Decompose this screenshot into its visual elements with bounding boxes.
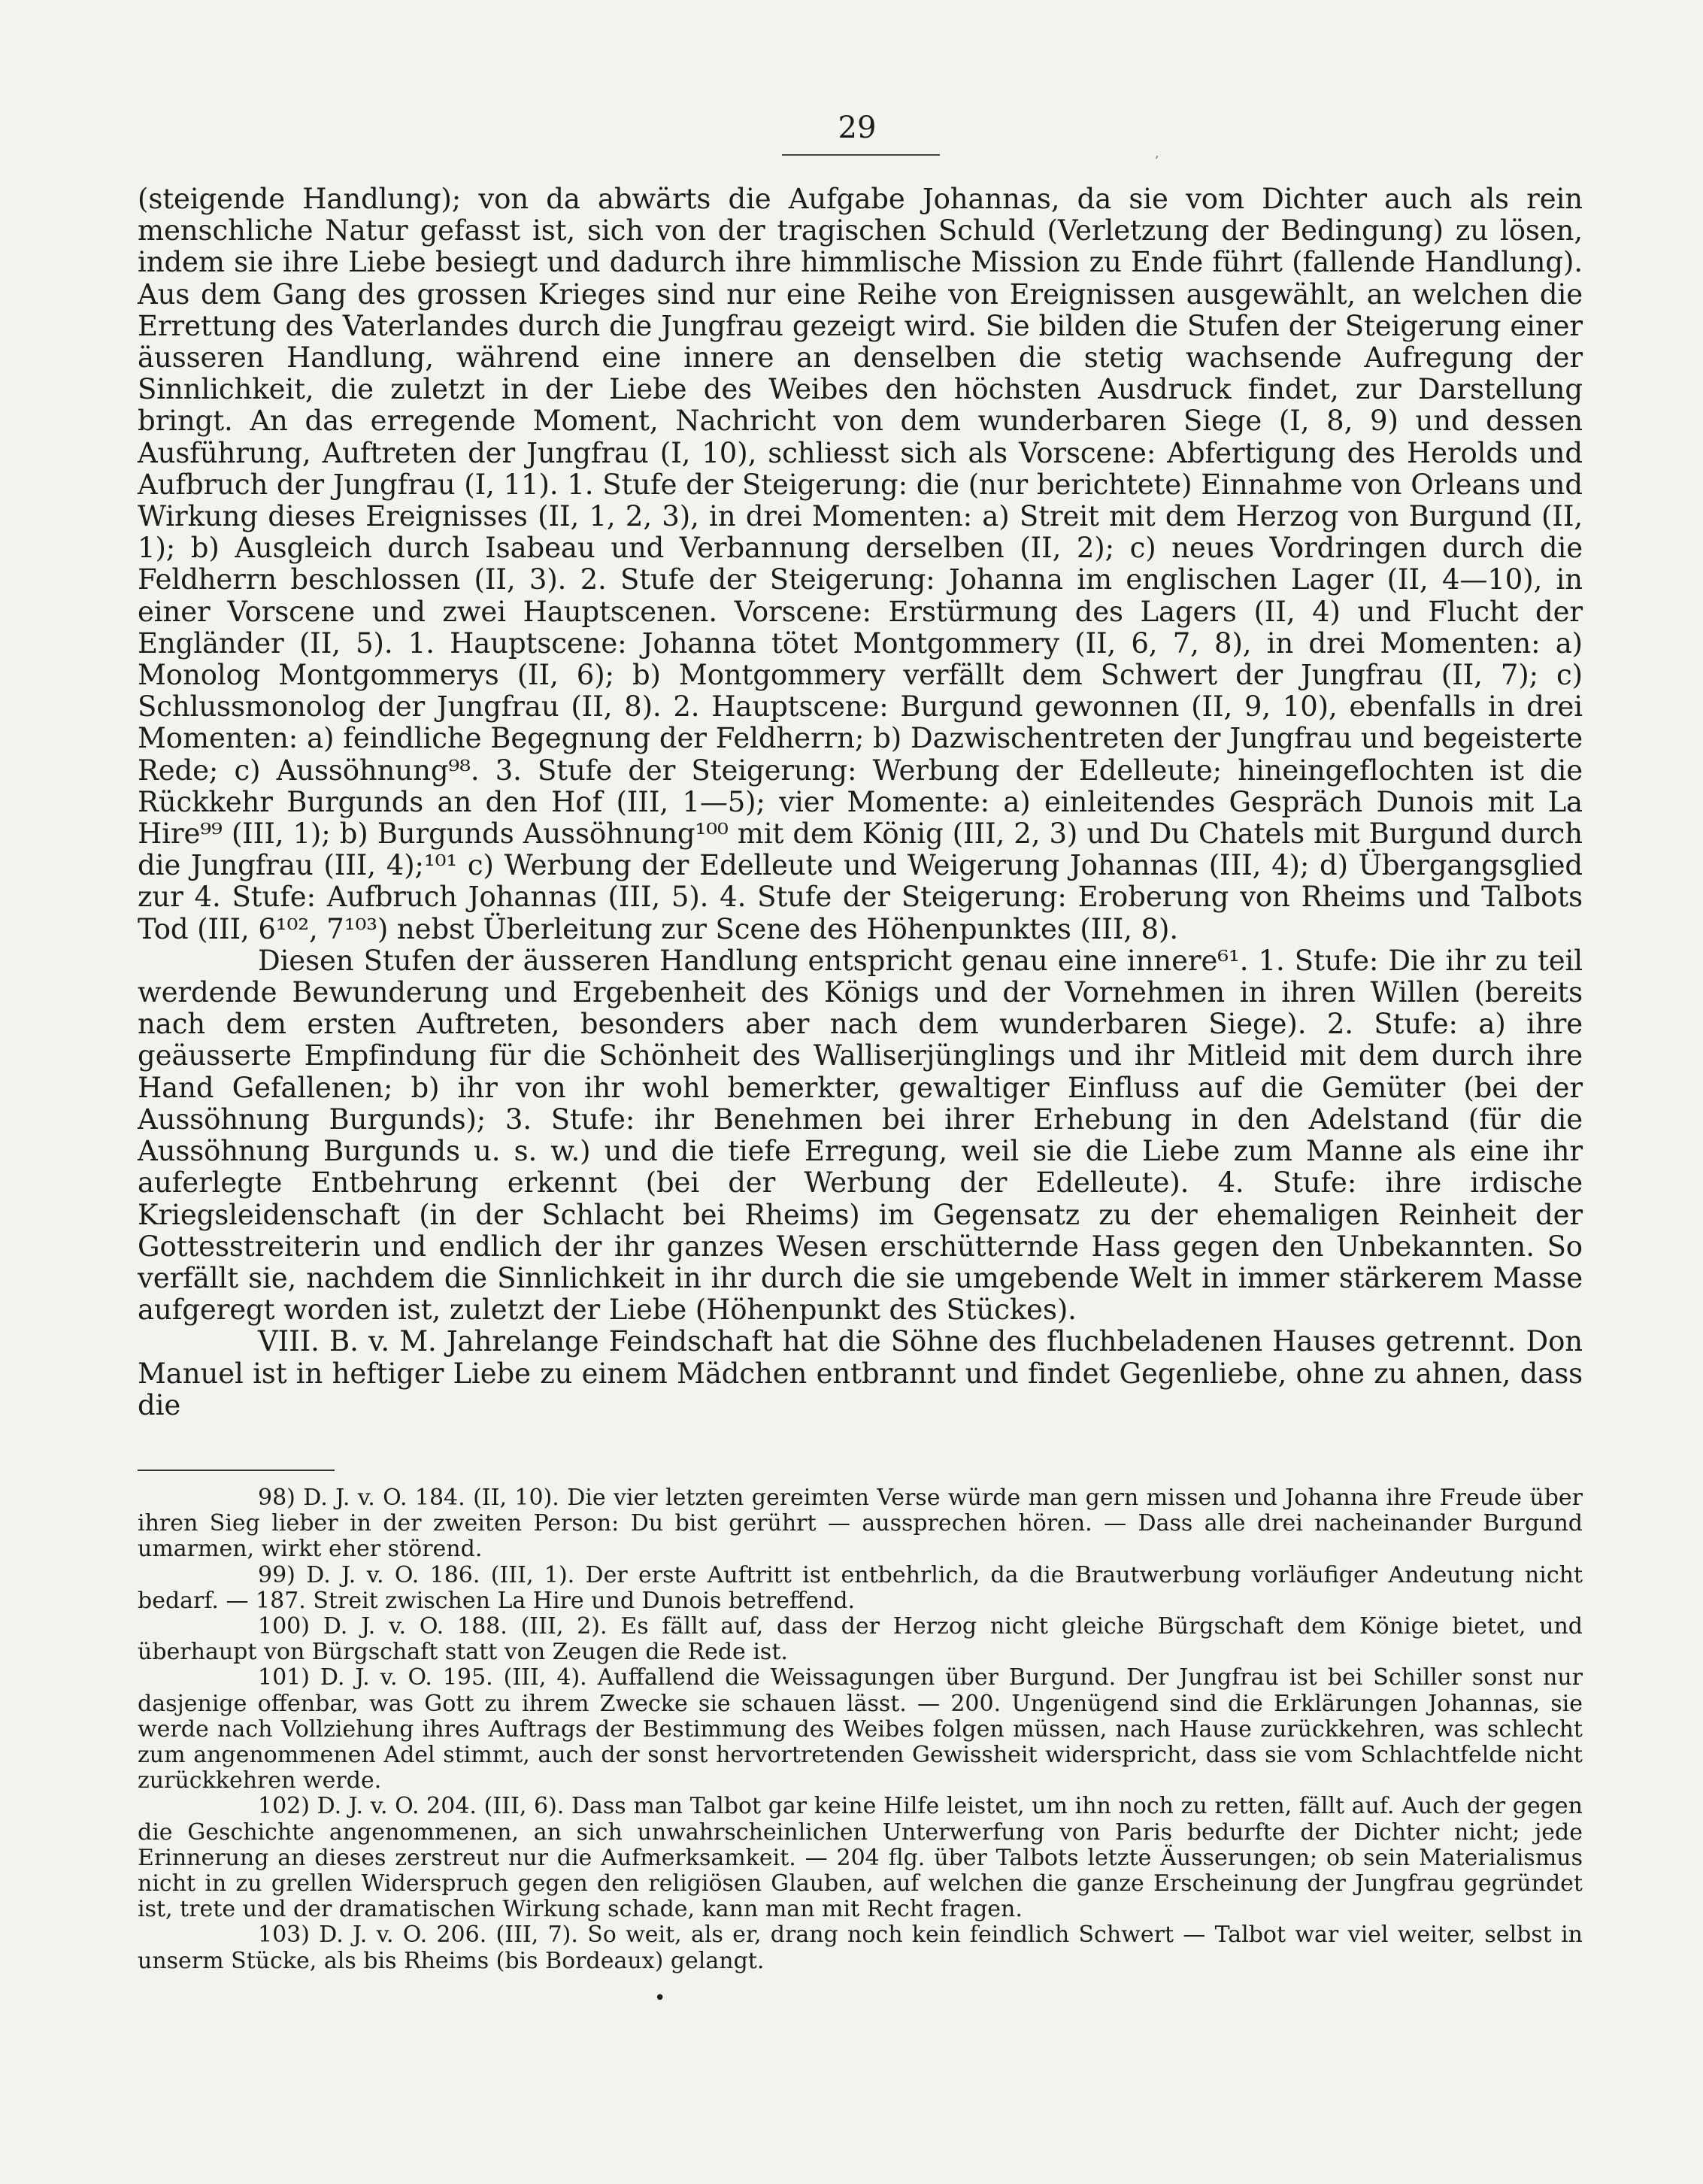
footnote: 103) D. J. v. O. 206. (III, 7). So weit, als er, drang noch kein feindlich Schwert — Talbot war viel weiter, selbst in unserm Stücke, als bis Rheims (bis Bordeaux) gelangt. [138, 1922, 1583, 1974]
footnotes [138, 1485, 1583, 1974]
footnote: 98) D. J. v. O. 184. (II, 10). Die vier letzten gereimten Verse würde man gern missen und Johanna ihre Freude über ihren Sieg lieber in der zweiten Person: Du bist gerührt — aussprechen hören. — Dass alle drei nacheinander Burgund umarmen, wirkt eher störend. [138, 1485, 1583, 1563]
paragraph: Diesen Stufen der äusseren Handlung entspricht genau eine innere⁶¹. 1. Stufe: Die ihr zu teil werdende Bewunderung und Ergebenheit des Königs und der Vornehmen in ihren Willen (bereits nach dem ersten Auftreten, besonders aber nach dem wunderbaren Siege). 2. Stufe: a) ihre geäusserte Empfindung für die Schönheit des Walliserjünglings und ihr Mitleid mit dem durch ihre Hand Gefallenen; b) ihr von ihr wohl bemerkter, gewaltiger Einfluss auf die Gemüter (bei der Aussöhnung Burgunds); 3. Stufe: ihr Benehmen bei ihrer Erhebung in den Adelstand (für die Aussöhnung Burgunds u. s. w.) und die tiefe Erregung, weil sie die Liebe zum Manne als eine ihr auferlegte Entbehrung erkennt (bei der Werbung der Edelleute). 4. Stufe: ihre irdische Kriegsleidenschaft (in der Schlacht bei Rheims) im Gegensatz zu der ehemaligen Reinheit der Gottesstreiterin und endlich der ihr ganzes Wesen erschütternde Hass gegen den Unbekannten. So verfällt sie, nachdem die Sinnlichkeit in ihr durch die sie umgebende Welt in immer stärkerem Masse aufgeregt worden ist, zuletzt der Liebe (Höhenpunkt des Stückes). [138, 944, 1583, 1327]
main-text [138, 184, 1583, 1421]
page-number-rule [782, 154, 940, 156]
footnote: 102) D. J. v. O. 204. (III, 6). Dass man Talbot gar keine Hilfe leistet, um ihn noch zu retten, fällt auf. Auch der gegen die Geschichte angenommenen, an sich unwahrscheinlichen Unterwerfung von Paris bedurfte der Dichter nicht; jede Erinnerung an dieses zerstreut nur die Aufmerksamkeit. — 204 flg. über Talbots letzte Äusserungen; ob sein Materialismus nicht in zu grellen Widerspruch gegen den religiösen Glauben, auf welchen die ganze Erscheinung der Jungfrau gegründet ist, trete und der dramatischen Wirkung schade, kann man mit Recht fragen. [138, 1793, 1583, 1923]
end-mark: • [654, 1987, 666, 2010]
footnote: 100) D. J. v. O. 188. (III, 2). Es fällt auf, dass der Herzog nicht gleiche Bürgschaft dem Könige bietet, und überhaupt von Bürgschaft statt von Zeugen die Rede ist. [138, 1613, 1583, 1666]
footnote: 99) D. J. v. O. 186. (III, 1). Der erste Auftritt ist entbehrlich, da die Brautwerbung vorläufiger Andeutung nicht bedarf. — 187. Streit zwischen La Hire und Dunois betreffend. [138, 1561, 1583, 1614]
page-number: 29 [838, 111, 877, 145]
edge-mark: , [1155, 145, 1159, 161]
footnote-rule [138, 1470, 335, 1471]
paragraph: VIII. B. v. M. Jahrelange Feindschaft hat die Söhne des fluchbeladenen Hauses getrennt. Don Manuel ist in heftiger Liebe zu einem Mädchen entbrannt und findet Gegenliebe, ohne zu ahnen, dass die [138, 1325, 1583, 1421]
paragraph: (steigende Handlung); von da abwärts die Aufgabe Johannas, da sie vom Dichter auch als rein menschliche Natur gefasst ist, sich von der tragischen Schuld (Verletzung der Bedingung) zu lösen, indem sie ihre Liebe besiegt und dadurch ihre himmlische Mission zu Ende führt (fallende Handlung). Aus dem Gang des grossen Krieges sind nur eine Reihe von Ereignissen ausgewählt, an welchen die Errettung des Vaterlandes durch die Jungfrau gezeigt wird. Sie bilden die Stufen der Steigerung einer äusseren Handlung, während eine innere an denselben die stetig wachsende Aufregung der Sinnlichkeit, die zuletzt in der Liebe des Weibes den höchsten Ausdruck findet, zur Darstellung bringt. An das erregende Moment, Nachricht von dem wunderbaren Siege (I, 8, 9) und dessen Ausführung, Auftreten der Jungfrau (I, 10), schliesst sich als Vorscene: Abfertigung des Herolds und Aufbruch der Jungfrau (I, 11). 1. Stufe der Steigerung: die (nur berichtete) Einnahme von Orleans und Wirkung dieses Ereignisses (II, 1, 2, 3), in drei Momenten: a) Streit mit dem Herzog von Burgund (II, 1); b) Ausgleich durch Isabeau und Verbannung derselben (II, 2); c) neues Vordringen durch die Feldherrn beschlossen (II, 3). 2. Stufe der Steigerung: Johanna im englischen Lager (II, 4—10), in einer Vorscene und zwei Hauptscenen. Vorscene: Erstürmung des Lagers (II, 4) und Flucht der Engländer (II, 5). 1. Hauptscene: Johanna tötet Montgommery (II, 6, 7, 8), in drei Momenten: a) Monolog Montgommerys (II, 6); b) Montgommery verfällt dem Schwert der Jungfrau (II, 7); c) Schlussmonolog der Jungfrau (II, 8). 2. Hauptscene: Burgund gewonnen (II, 9, 10), ebenfalls in drei Momenten: a) feindliche Begegnung der Feldherrn; b) Dazwischentreten der Jungfrau und begeisterte Rede; c) Aussöhnung⁹⁸. 3. Stufe der Steigerung: Werbung der Edelleute; hineingeflochten ist die Rückkehr Burgunds an den Hof (III, 1—5); vier Momente: a) einleitendes Gespräch Dunois mit La Hire⁹⁹ (III, 1); b) Burgunds Aussöhnung¹⁰⁰ mit dem König (III, 2, 3) und Du Chatels mit Burgund durch die Jungfrau (III, 4);¹⁰¹ c) Werbung der Edelleute und Weigerung Johannas (III, 4); d) Übergangsglied zur 4. Stufe: Aufbruch Johannas (III, 5). 4. Stufe der Steigerung: Eroberung von Rheims und Talbots Tod (III, 6¹⁰², 7¹⁰³) nebst Überleitung zur Scene des Höhenpunktes (III, 8). [138, 183, 1583, 945]
footnote: 101) D. J. v. O. 195. (III, 4). Auffallend die Weissagungen über Burgund. Der Jungfrau ist bei Schiller sonst nur dasjenige offenbar, was Gott zu ihrem Zwecke sie schauen lässt. — 200. Ungenügend sind die Erklärungen Johannas, sie werde nach Vollziehung ihres Auftrags der Bestimmung des Weibes folgen müssen, nach Hause zurückkehren, was schlecht zum angenommenen Adel stimmt, auch der sonst hervortretenden Gewissheit widerspricht, dass sie vom Schlachtfelde nicht zurückkehren werde. [138, 1664, 1583, 1794]
